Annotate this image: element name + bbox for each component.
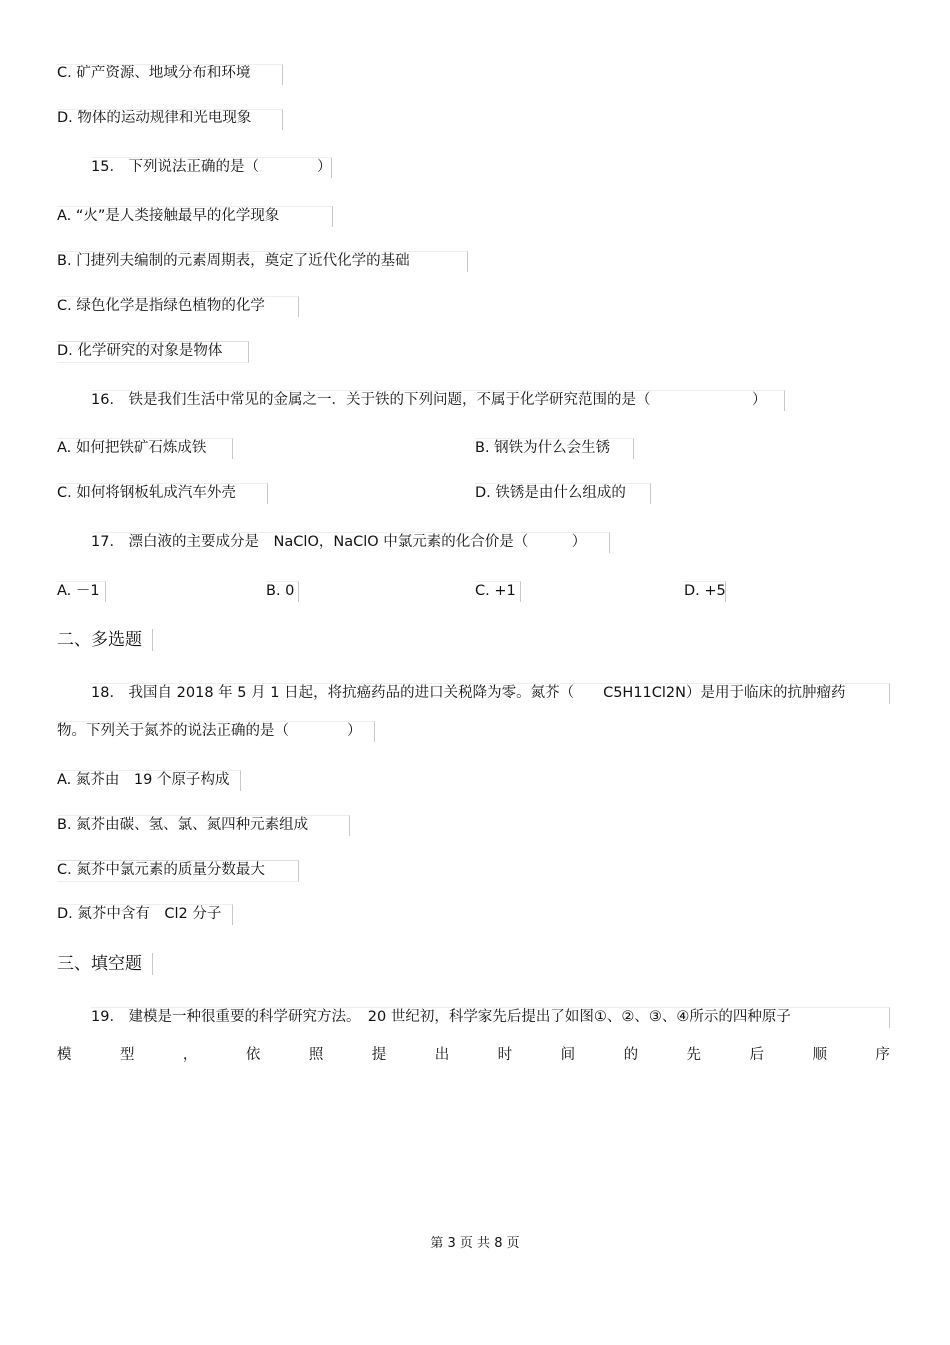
q19-char: 提 — [371, 1047, 387, 1063]
answer-frame — [91, 157, 332, 178]
q16-option-a: A. 如何把铁矿石炼成铁 — [57, 440, 207, 456]
q15-option-b: B. 门捷列夫编制的元素周期表，奠定了近代化学的基础 — [57, 253, 410, 269]
answer-frame — [57, 860, 299, 882]
section-heading-fill-in-blank: 三、填空题 — [57, 954, 142, 974]
q18-stem-line2: 物。下列关于氮芥的说法正确的是（ ） — [57, 723, 362, 739]
answer-frame — [91, 683, 890, 704]
q17-option-c: C. +1 — [475, 583, 516, 599]
q19-char: 照 — [308, 1047, 324, 1063]
answer-frame — [57, 64, 283, 85]
q19-char: 顺 — [812, 1047, 827, 1063]
section-heading-multiple-choice: 二、多选题 — [57, 630, 142, 650]
answer-frame — [266, 581, 299, 602]
page-footer: 第 3 页 共 8 页 — [430, 1236, 520, 1251]
answer-frame — [57, 770, 241, 791]
q18-option-d: D. 氮芥中含有 Cl2 分子 — [57, 906, 222, 922]
q17-option-d: D. +5 — [684, 583, 726, 599]
answer-frame — [684, 581, 726, 602]
q19-char: 后 — [749, 1047, 764, 1063]
q14-option-c: C. 矿产资源、地域分布和环境 — [57, 65, 251, 81]
q17-option-b: B. 0 — [266, 583, 295, 599]
q16-stem: 16． 铁是我们生活中常见的金属之一．关于铁的下列问题，不属于化学研究范围的是（ ） — [91, 392, 767, 408]
q19-char: 序 — [875, 1047, 890, 1063]
q19-char: ， — [182, 1047, 198, 1063]
answer-frame — [475, 438, 634, 459]
answer-frame — [475, 483, 651, 504]
answer-frame — [57, 629, 153, 651]
answer-frame — [91, 390, 785, 411]
answer-frame — [91, 1007, 890, 1028]
q16-option-c: C. 如何将钢板轧成汽车外壳 — [57, 485, 236, 501]
answer-frame — [57, 341, 249, 363]
q19-stem-line1: 19． 建模是一种很重要的科学研究方法。 20 世纪初，科学家先后提出了如图①、②、③、④所示的四种原子 — [91, 1009, 791, 1025]
q18-option-a: A. 氮芥由 19 个原子构成 — [57, 772, 230, 788]
answer-frame — [57, 904, 233, 925]
q15-stem: 15． 下列说法正确的是（ ） — [91, 159, 332, 175]
q15-option-a: A. “火”是人类接触最早的化学现象 — [57, 208, 280, 224]
q18-option-b: B. 氮芥由碳、氢、氯、氮四种元素组成 — [57, 817, 309, 833]
answer-frame — [57, 581, 106, 602]
q15-option-c: C. 绿色化学是指绿色植物的化学 — [57, 298, 265, 314]
answer-frame — [57, 438, 233, 459]
q18-stem-line1: 18． 我国自 2018 年 5 月 1 日起，将抗癌药品的进口关税降为零。氮芥（ C5H11Cl2N）是用于临床的抗肿瘤药 — [91, 685, 846, 701]
q19-char: 型 — [119, 1047, 135, 1063]
answer-frame — [57, 953, 153, 975]
q19-char: 的 — [623, 1047, 639, 1063]
q16-option-d: D. 铁锈是由什么组成的 — [475, 485, 626, 501]
q19-char: 依 — [245, 1047, 261, 1063]
q19-char: 时 — [497, 1047, 513, 1063]
answer-frame — [91, 532, 610, 553]
answer-frame — [475, 581, 521, 602]
q19-char: 间 — [560, 1047, 576, 1063]
answer-frame — [57, 251, 468, 272]
q17-stem: 17． 漂白液的主要成分是 NaClO，NaClO 中氯元素的化合价是（ ） — [91, 534, 587, 550]
answer-frame — [57, 206, 333, 227]
answer-frame — [57, 721, 375, 742]
q14-option-d: D. 物体的运动规律和光电现象 — [57, 110, 252, 126]
answer-frame — [57, 815, 350, 836]
q19-char: 模 — [57, 1047, 72, 1063]
q19-char: 先 — [686, 1047, 702, 1063]
q19-stem-line2 — [57, 1045, 890, 1065]
answer-frame — [57, 483, 268, 504]
q17-option-a: A. －1 — [57, 583, 100, 599]
q15-option-d: D. 化学研究的对象是物体 — [57, 343, 223, 359]
q16-option-b: B. 钢铁为什么会生锈 — [475, 440, 611, 456]
answer-frame — [57, 296, 299, 317]
q19-char: 出 — [434, 1047, 450, 1063]
answer-frame — [57, 109, 283, 130]
q18-option-c: C. 氮芥中氯元素的质量分数最大 — [57, 862, 265, 878]
